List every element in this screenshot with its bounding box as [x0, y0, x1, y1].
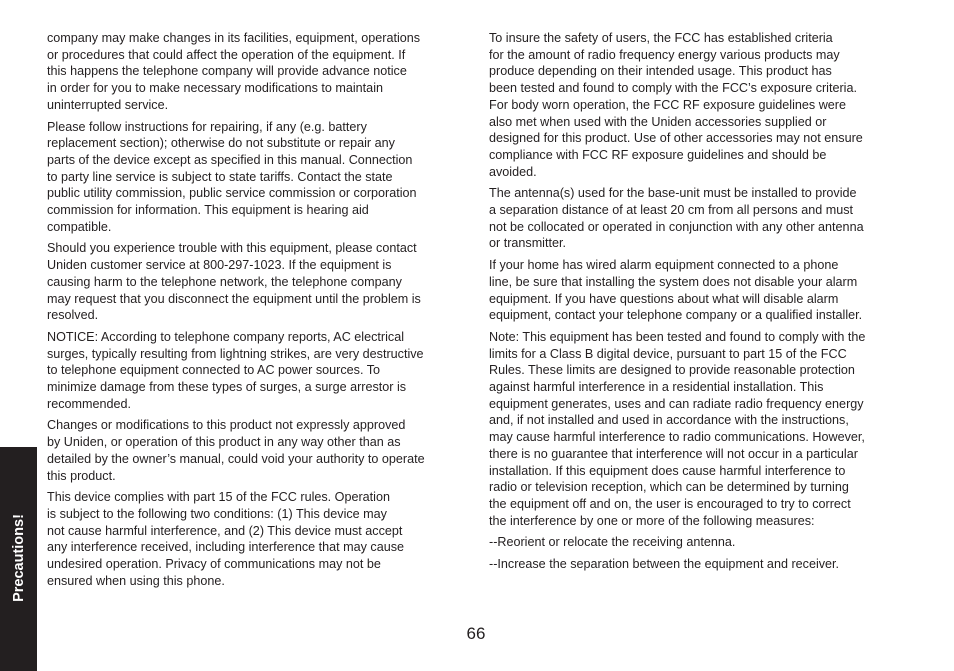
right-text-column — [489, 30, 914, 578]
paragraph-measure-reorient: --Reorient or relocate the receiving antenna. — [489, 535, 736, 550]
left-text-column — [47, 30, 467, 595]
paragraph-modifications: Changes or modifications to this product not expressly approved by Uniden, or operation of this product in any way other than as detailed by the owner’s manual, could void your authority to operate this product. — [47, 418, 425, 483]
paragraph-alarm-equipment: If your home has wired alarm equipment connected to a phone line, be sure that installing the system does not disable your alarm equipment. If you have questions about what will disable alarm equipment, contact your telephone company or a qualified installer. — [489, 258, 863, 323]
paragraph-class-b-note: Note: This equipment has been tested and found to comply with the limits for a Class B digital device, pursuant to part 15 of the FCC Rules. These limits are designed to provide reasonable protection against harmful interference in a residential installation. This equipment generates, uses and can radiate radio frequency energy and, if not installed and used in accordance with the instructions, may cause harmful interference to radio communications. However, there is no guarantee that interference will not occur in a particular installation. If this equipment does cause harmful interference to radio or television reception, which can be determined by turning the equipment off and on, the user is encouraged to try to correct the interference by one or more of the following measures: — [489, 329, 866, 528]
paragraph-fcc-part15: This device complies with part 15 of the FCC rules. Operation is subject to the following two conditions: (1) This device may not cause harmful interference, and (2) This device must accept any interference received, including interference that may cause undesired operation. Privacy of communications may not be ensured when using this phone. — [47, 490, 405, 588]
paragraph-antenna: The antenna(s) used for the base-unit must be installed to provide a separation distance of at least 20 cm from all persons and must not be collocated or operated in conjunction with any other antenna or transmitter. — [489, 186, 864, 251]
paragraph-customer-service: Should you experience trouble with this equipment, please contact Uniden customer service at 800-297-1023. If the equipment is causing harm to the telephone network, the telephone company may request that you disconnect the equipment until the problem is resolved. — [47, 241, 421, 323]
paragraph-surge-notice: NOTICE: According to telephone company reports, AC electrical surges, typically resulting from lightning strikes, are very destructive to telephone equipment connected to AC power sources. To minimize damage from these types of surges, a surge arrestor is recommended. — [47, 329, 424, 411]
section-side-tab — [0, 447, 37, 671]
section-tab-label: Precautions! — [11, 514, 27, 602]
page-number: 66 — [466, 624, 486, 643]
paragraph-rf-exposure: To insure the safety of users, the FCC has established criteria for the amount of radio frequency energy various products may produce depending on their intended usage. This product has been tested and found to comply with the FCC’s exposure criteria. For body worn operation, the FCC RF exposure guidelines were also met when used with the Uniden accessories supplied or designed for this product. Use of other accessories may not ensure compliance with FCC RF exposure guidelines and should be avoided. — [489, 31, 863, 179]
paragraph-service-changes: company may make changes in its facilities, equipment, operations or procedures that could affect the operation of the equipment. If this happens the telephone company will provide advance notice in order for you to make necessary modifications to maintain uninterrupted service. — [47, 31, 421, 112]
paragraph-measure-separation: --Increase the separation between the equipment and receiver. — [489, 557, 840, 572]
paragraph-repair-instructions: Please follow instructions for repairing, if any (e.g. battery replacement section); otherwise do not substitute or repair any parts of the device except as specified in this manual. Connection to party line service is subject to state tariffs. Contact the state public utility commission, public service commission or corporation commission for information. This equipment is hearing aid compatible. — [47, 119, 417, 234]
